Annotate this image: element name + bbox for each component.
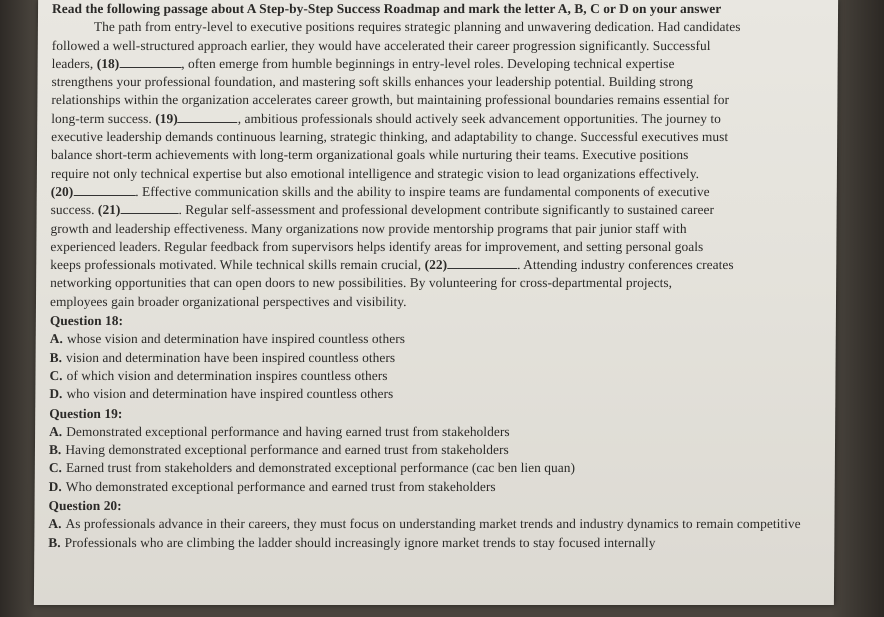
passage-line: networking opportunities that can open doors to new possibilities. By volunteering for cross-departmental projects, (50, 275, 673, 291)
option-a[interactable] (48, 515, 828, 533)
option-letter: D. (49, 386, 63, 402)
passage-line (51, 183, 831, 201)
passage-line (51, 201, 831, 219)
option-text: Demonstrated exceptional performance and having earned trust from stakeholders (66, 423, 510, 439)
gap-blank-19[interactable] (178, 122, 238, 123)
passage-line (51, 110, 831, 128)
option-a[interactable] (49, 423, 829, 441)
reading-passage (50, 18, 832, 311)
option-letter: C. (48, 460, 63, 476)
passage-text: , often emerge from humble beginnings in entry-level roles. Developing technical expertise (181, 55, 675, 71)
option-letter: A. (49, 423, 63, 439)
passage-text: keeps professionals motivated. While technical skills remain crucial, (50, 257, 425, 273)
gap-number-19: (19) (155, 110, 178, 126)
worksheet-page (34, 0, 838, 605)
passage-line: followed a well-structured approach earlier, they would have accelerated their career progression significantly. Successful (51, 37, 711, 53)
option-b[interactable] (50, 349, 830, 367)
passage-text: leaders, (51, 55, 97, 71)
passage-line: employees gain broader organizational perspectives and visibility. (49, 293, 407, 309)
option-b[interactable] (48, 534, 828, 552)
passage-text: . Attending industry conferences creates (517, 257, 734, 273)
question-label: Question 18: (49, 313, 124, 329)
passage-line (52, 55, 832, 73)
question-label: Question 19: (49, 405, 123, 421)
passage-text: . Effective communication skills and the ability to inspire teams are fundamental components of executive (135, 183, 710, 199)
passage-line: executive leadership demands continuous learning, strategic thinking, and adaptability to change. Successful executives must (51, 129, 729, 145)
passage-line: relationships within the organization accelerates career growth, but maintaining professional boundaries remains essential for (51, 92, 730, 108)
option-text: Having demonstrated exceptional performance and earned trust from stakeholders (65, 442, 509, 458)
option-d[interactable] (49, 478, 829, 496)
option-text: who vision and determination have inspired countless others (66, 386, 394, 402)
question-20 (48, 497, 828, 552)
gap-blank-22[interactable] (447, 268, 517, 269)
option-c[interactable] (49, 459, 829, 477)
worksheet-content (48, 0, 832, 552)
option-c[interactable] (49, 367, 829, 385)
passage-line (50, 256, 830, 274)
instruction-heading: Read the following passage about A Step-by-Step Success Roadmap and mark the letter A, B, C or D on your answer (52, 1, 722, 16)
option-letter: B. (48, 442, 62, 458)
question-label: Question 20: (48, 498, 122, 514)
passage-line: The path from entry-level to executive positions requires strategic planning and unwavering dedication. Had candidates (93, 19, 741, 35)
option-letter: A. (48, 516, 62, 532)
gap-number-20: (20) (50, 183, 74, 199)
passage-line: growth and leadership effectiveness. Many organizations now provide mentorship programs that pair junior staff with (50, 220, 687, 236)
gap-blank-21[interactable] (120, 213, 178, 214)
question-19 (49, 405, 830, 496)
option-letter: B. (48, 534, 61, 550)
option-letter: C. (49, 367, 63, 383)
option-letter: D. (48, 478, 62, 494)
option-b[interactable] (49, 441, 829, 459)
gap-number-22: (22) (424, 257, 448, 273)
option-d[interactable] (49, 385, 829, 403)
option-text: As professionals advance in their careers, they must focus on understanding market trends and industry dynamics to remain competitive (65, 516, 801, 532)
passage-text: . Regular self-assessment and professional development contribute significantly to sustained career (178, 202, 715, 218)
gap-blank-18[interactable] (119, 67, 181, 68)
gap-blank-20[interactable] (73, 195, 135, 196)
option-text: Professionals who are climbing the ladder should increasingly ignore market trends to stay focused internally (64, 534, 656, 550)
option-text: vision and determination have been inspired countless others (65, 349, 396, 365)
option-text: whose vision and determination have inspired countless others (66, 331, 406, 347)
option-text: of which vision and determination inspires countless others (66, 367, 388, 383)
passage-line: balance short-term achievements with long-term organizational goals while nurturing their teams. Executive positions (50, 147, 689, 163)
option-letter: B. (49, 349, 63, 365)
passage-text: success. (50, 202, 99, 218)
gap-number-21: (21) (97, 202, 121, 218)
passage-line: strengthens your professional foundation, and mastering soft skills enhances your leadership potential. Building strong (51, 74, 694, 90)
question-18 (49, 312, 830, 403)
passage-line: require not only technical expertise but also emotional intelligence and strategic vision to lead organizations effectively. (50, 165, 700, 181)
option-a[interactable] (50, 330, 830, 348)
passage-text: long-term success. (51, 110, 156, 126)
passage-text: , ambitious professionals should actively seek advancement opportunities. The journey to (237, 110, 721, 126)
option-text: Earned trust from stakeholders and demonstrated exceptional performance (cac ben lien quan) (65, 460, 576, 476)
gap-number-18: (18) (96, 55, 120, 71)
option-text: Who demonstrated exceptional performance and earned trust from stakeholders (65, 478, 496, 494)
option-letter: A. (49, 331, 63, 347)
passage-line: experienced leaders. Regular feedback from supervisors helps identify areas for improvement, and setting personal goals (50, 238, 704, 254)
